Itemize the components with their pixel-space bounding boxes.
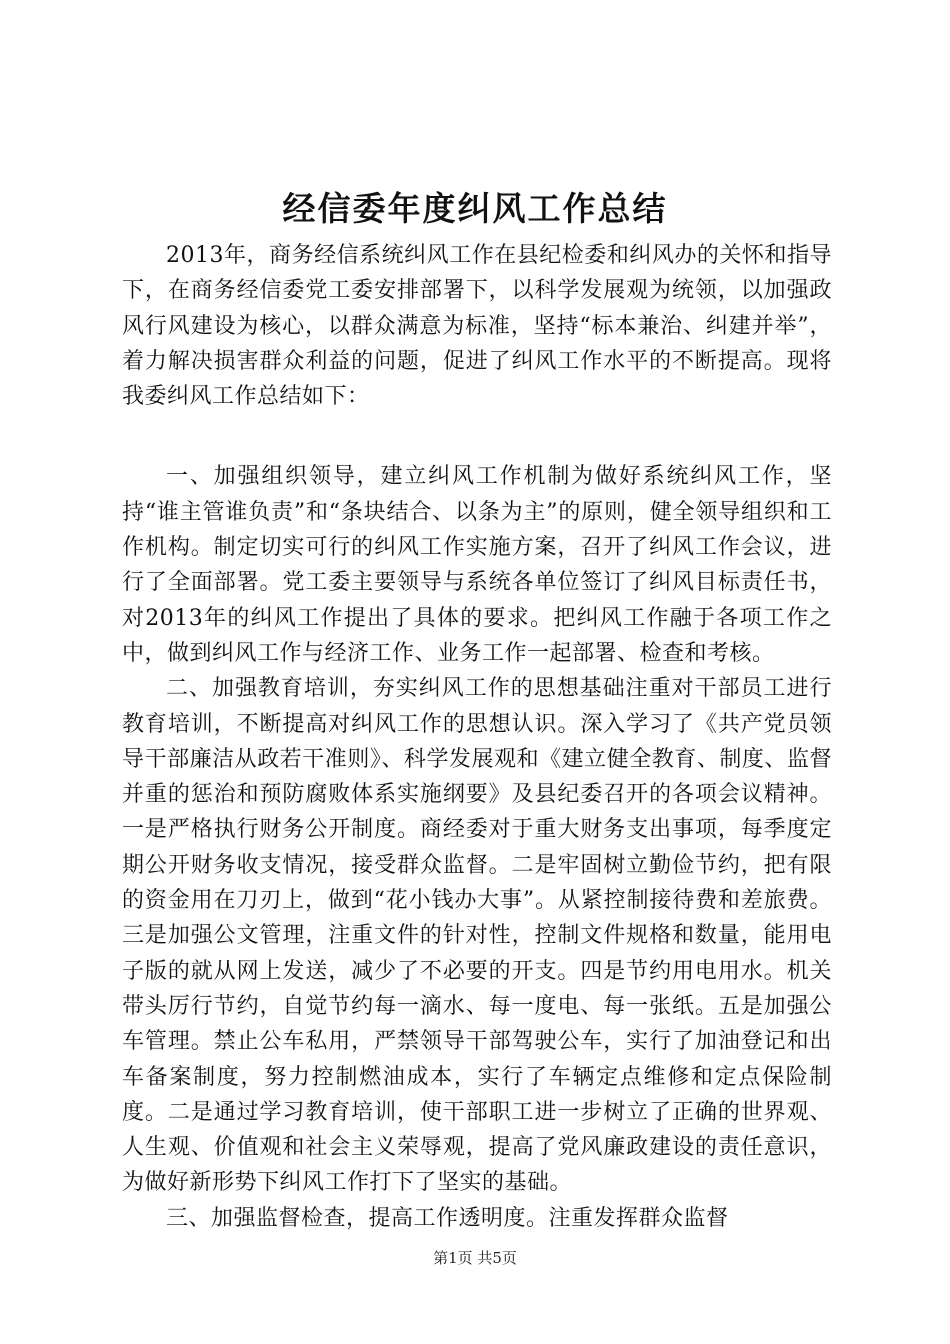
intro-paragraph: 2013年，商务经信系统纠风工作在县纪检委和纠风办的关怀和指导下，在商务经信委党工委安排部署下，以科学发展观为统领，以加强政风行风建设为核心，以群众满意为标准，坚持“标本兼治、纠建并举”，着力解决损害群众利益的问题，促进了纠风工作水平的不断提高。现将我委纠风工作总结如下： [122,243,832,410]
paragraph-gap [122,414,832,459]
document-title: 经信委年度纠风工作总结 [282,189,668,228]
section-two-paragraph: 二、加强教育培训，夯实纠风工作的思想基础注重对干部员工进行教育培训，不断提高对纠风工作的思想认识。深入学习了《共产党员领导干部廉洁从政若干准则》、科学发展观和《建立健全教育、制度、监督并重的惩治和预防腐败体系实施纲要》及县纪委召开的各项会议精神。一是严格执行财务公开制度。商经委对于重大财务支出事项，每季度定期公开财务收支情况，接受群众监督。二是牢固树立勤俭节约，把有限的资金用在刀刃上，做到“花小钱办大事”。从紧控制接待费和差旅费。三是加强公文管理，注重文件的针对性，控制文件规格和数量，能用电子版的就从网上发送，减少了不必要的开支。四是节约用电用水。机关带头厉行节约，自觉节约每一滴水、每一度电、每一张纸。五是加强公车管理。禁止公车私用，严禁领导干部驾驶公车，实行了加油登记和出车备案制度，努力控制燃油成本，实行了车辆定点维修和定点保险制度。二是通过学习教育培训，使干部职工进一步树立了正确的世界观、人生观、价值观和社会主义荣辱观，提高了党风廉政建设的责任意识，为做好新形势下纠风工作打下了坚实的基础。 [122,676,832,1196]
page-footer: 第1页 共5页 [433,1249,517,1267]
section-one-paragraph: 一、加强组织领导，建立纠风工作机制为做好系统纠风工作，坚持“谁主管谁负责”和“条块结合、以条为主”的原则，健全领导组织和工作机构。制定切实可行的纠风工作实施方案，召开了纠风工作会议，进行了全面部署。党工委主要领导与系统各单位签订了纠风目标责任书，对2013年的纠风工作提出了具体的要求。把纠风工作融于各项工作之中，做到纠风工作与经济工作、业务工作一起部署、检查和考核。 [122,464,832,666]
section-three-paragraph: 三、加强监督检查，提高工作透明度。注重发挥群众监督 [166,1205,729,1231]
document-body [122,238,832,1236]
